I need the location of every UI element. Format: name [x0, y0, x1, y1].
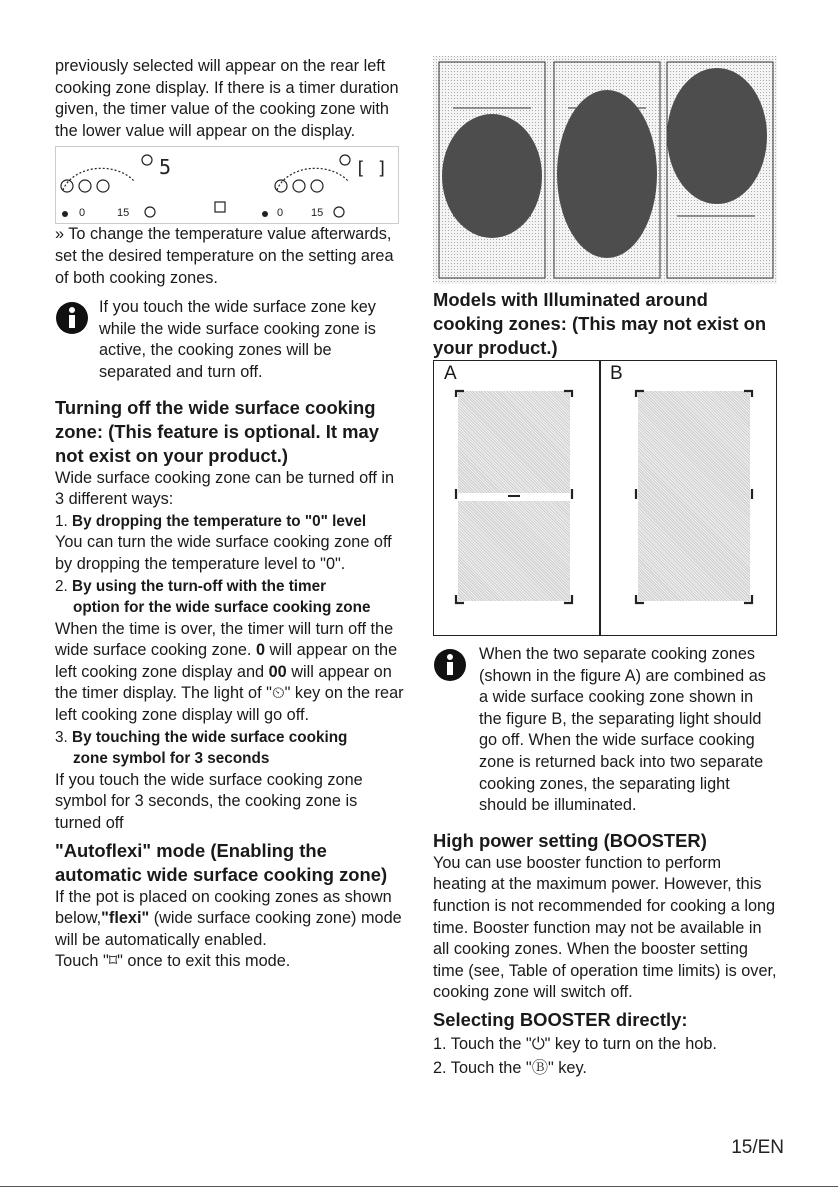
figure-ab — [433, 360, 777, 636]
change-temperature-text: » To change the temperature value afterwards, set the desired temperature on the setting area of both cooking zones. — [55, 225, 394, 287]
step-3-title-cont: zone symbol for 3 seconds — [73, 750, 270, 768]
scale-start-right: 0 — [277, 207, 284, 220]
step-1-title: 1. By dropping the temperature to "0" level — [55, 512, 367, 530]
autoflexi-text: If the pot is placed on cooking zones as shown below,"flexi" (wide surface cooking zone) mode will be automatically enabled. — [55, 887, 402, 949]
left-column — [55, 56, 405, 973]
info-icon — [433, 648, 467, 682]
scale-end-right: 15 — [311, 207, 324, 220]
scale-start-left: 0 — [79, 207, 86, 220]
step-2-title: 2. By using the turn-off with the timer — [55, 577, 327, 595]
turnoff-intro: Wide surface cooking zone can be turned off in 3 different ways: — [55, 468, 395, 509]
heading-selecting-booster: Selecting BOOSTER directly: — [433, 1008, 688, 1030]
control-panel-illustration — [55, 146, 399, 224]
info-note-separate — [55, 297, 405, 383]
step-2-text: When the time is over, the timer will turn off the wide surface cooking zone. 0 will appear on the left cooking zone display and 00 will appear on the timer display. The light of "⏲" key on the rear left cooking zone display will go off. — [55, 619, 404, 725]
info-icon — [55, 301, 89, 335]
page-number: 15/EN — [731, 1137, 784, 1158]
heading-autoflexi: "Autoflexi" mode (Enabling the automatic wide surface cooking zone) — [55, 839, 388, 885]
right-zone-display-digit: [ ] — [355, 158, 388, 180]
bottom-rule — [0, 1186, 838, 1187]
step-3-title: 3. By touching the wide surface cooking — [55, 728, 348, 746]
booster-text: You can use booster function to perform heating at the maximum power. However, this function is not recommended for cooking a long time. Booster function may not be available in all cooking zones. When the booster setting time (see, Table of operation time limits) is over, cooking zone will switch off. — [433, 853, 777, 1002]
select-step-1: 1. Touch the "⏻" key to turn on the hob. — [433, 1034, 717, 1053]
step-2-title-cont: option for the wide surface cooking zone — [73, 599, 371, 617]
info-note-separating-light — [433, 644, 779, 817]
intro-paragraph: previously selected will appear on the rear left cooking zone display. If there is a timer duration given, the timer value of the cooking zone with the lower value will appear on the display. — [55, 57, 399, 140]
heading-booster: High power setting (BOOSTER) — [433, 829, 707, 851]
step-3-text: If you touch the wide surface cooking zone symbol for 3 seconds, the cooking zone is turned off — [55, 770, 363, 833]
scale-end-left: 15 — [117, 207, 130, 220]
note-separating-light-text: When the two separate cooking zones (shown in the figure A) are combined as a wide surface cooking zone shown in the figure B, the separating light should go off. When the wide surface cooking zone is returned back into two separate cooking zones, the separating light should be illuminated. — [479, 645, 766, 815]
pot-placement-illustration — [433, 56, 777, 284]
heading-models-illuminated: Models with Illuminated around cooking zones: (This may not exist on your product.) — [433, 289, 767, 358]
left-zone-display-digit: 5 — [159, 155, 172, 180]
note-separate-text: If you touch the wide surface zone key while the wide surface cooking zone is active, the cooking zones will be separated and turn off. — [99, 298, 376, 381]
step-1-text: You can turn the wide surface cooking zone off by dropping the temperature level to "0". — [55, 533, 392, 573]
autoflexi-exit-text: Touch "⌑" once to exit this mode. — [55, 952, 291, 971]
heading-turning-off: Turning off the wide surface cooking zone: (This feature is optional. It may not exist on your product.) — [55, 396, 379, 466]
figure-a-label: A — [444, 363, 457, 384]
select-step-2: 2. Touch the "Ⓑ" key. — [433, 1058, 587, 1077]
corner-marks — [434, 361, 778, 637]
right-column — [433, 56, 779, 1079]
figure-b-label: B — [610, 363, 623, 384]
